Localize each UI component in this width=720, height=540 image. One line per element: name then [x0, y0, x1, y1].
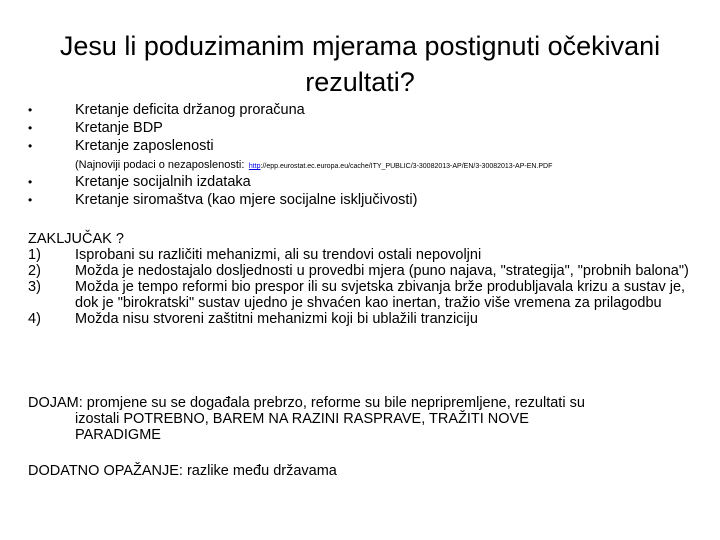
bullet-glyph: • [28, 103, 33, 117]
eurostat-link[interactable]: http [248, 163, 261, 170]
item-text: Možda nisu stvoreni zaštitni mehanizmi koji bi ublažili tranziciju [75, 311, 478, 327]
numbered-item [28, 247, 698, 263]
numbered-item [28, 279, 698, 311]
item-number: 3) [28, 279, 41, 295]
item-text: Možda je nedostajalo dosljednosti u provedbi mjera (puno najava, "strategija", "probnih balona") [75, 263, 689, 279]
bullet-glyph: • [28, 121, 33, 135]
item-number: 1) [28, 247, 41, 263]
bullet-text: Kretanje siromaštva (kao mjere socijalne isključivosti) [75, 192, 418, 208]
bullet-text: Kretanje zaposlenosti [75, 138, 214, 154]
slide-title: Jesu li poduzimanim mjerama postignuti očekivani rezultati? [59, 31, 661, 97]
bullet-glyph: • [28, 193, 33, 207]
bullet-glyph: • [28, 175, 33, 189]
dojam-paragraph [28, 395, 668, 443]
list-item [28, 101, 698, 119]
conclusion-section [28, 231, 698, 327]
dojam-line: DOJAM: promjene su se događala prebrzo, reforme su bile nepripremljene, rezultati su [28, 395, 585, 411]
bullet-glyph: • [28, 139, 33, 153]
list-item [28, 173, 698, 191]
item-number: 4) [28, 311, 41, 327]
conclusion-heading: ZAKLJUČAK ? [28, 231, 124, 247]
numbered-item [28, 263, 698, 279]
numbered-item [28, 311, 698, 327]
item-text: Možda je tempo reformi bio prespor ili su svjetska zbivanja brže produbljavala krizu a sustav je, dok je "birokratski" sustav ujedno je shvaćen kao inertan, tražio više vremena za prilagodbu [75, 279, 686, 311]
dojam-line: izostali POTREBNO, BAREM NA RAZINI RASPRAVE, TRAŽITI NOVE [75, 411, 529, 427]
bullet-text: Kretanje BDP [75, 120, 163, 136]
bullet-list [28, 101, 698, 209]
unemployment-note [28, 155, 698, 173]
eurostat-link-rest: ://epp.eurostat.ec.europa.eu/cache/ITY_PUBLIC/3-30082013-AP/EN/3-30082013-AP-EN.PDF [260, 163, 553, 170]
bullet-text: Kretanje deficita držanog proračuna [75, 102, 305, 118]
item-text: Isprobani su različiti mehanizmi, ali su trendovi ostali nepovoljni [75, 247, 482, 263]
item-number: 2) [28, 263, 41, 279]
note-label: (Najnoviji podaci o nezaposlenosti: [75, 159, 245, 171]
dojam-line: PARADIGME [75, 427, 161, 443]
list-item [28, 191, 698, 209]
dodatno-paragraph: DODATNO OPAŽANJE: razlike među državama [28, 463, 337, 479]
bullet-text: Kretanje socijalnih izdataka [75, 174, 251, 190]
list-item [28, 137, 698, 155]
note-url [249, 163, 553, 170]
list-item [28, 119, 698, 137]
